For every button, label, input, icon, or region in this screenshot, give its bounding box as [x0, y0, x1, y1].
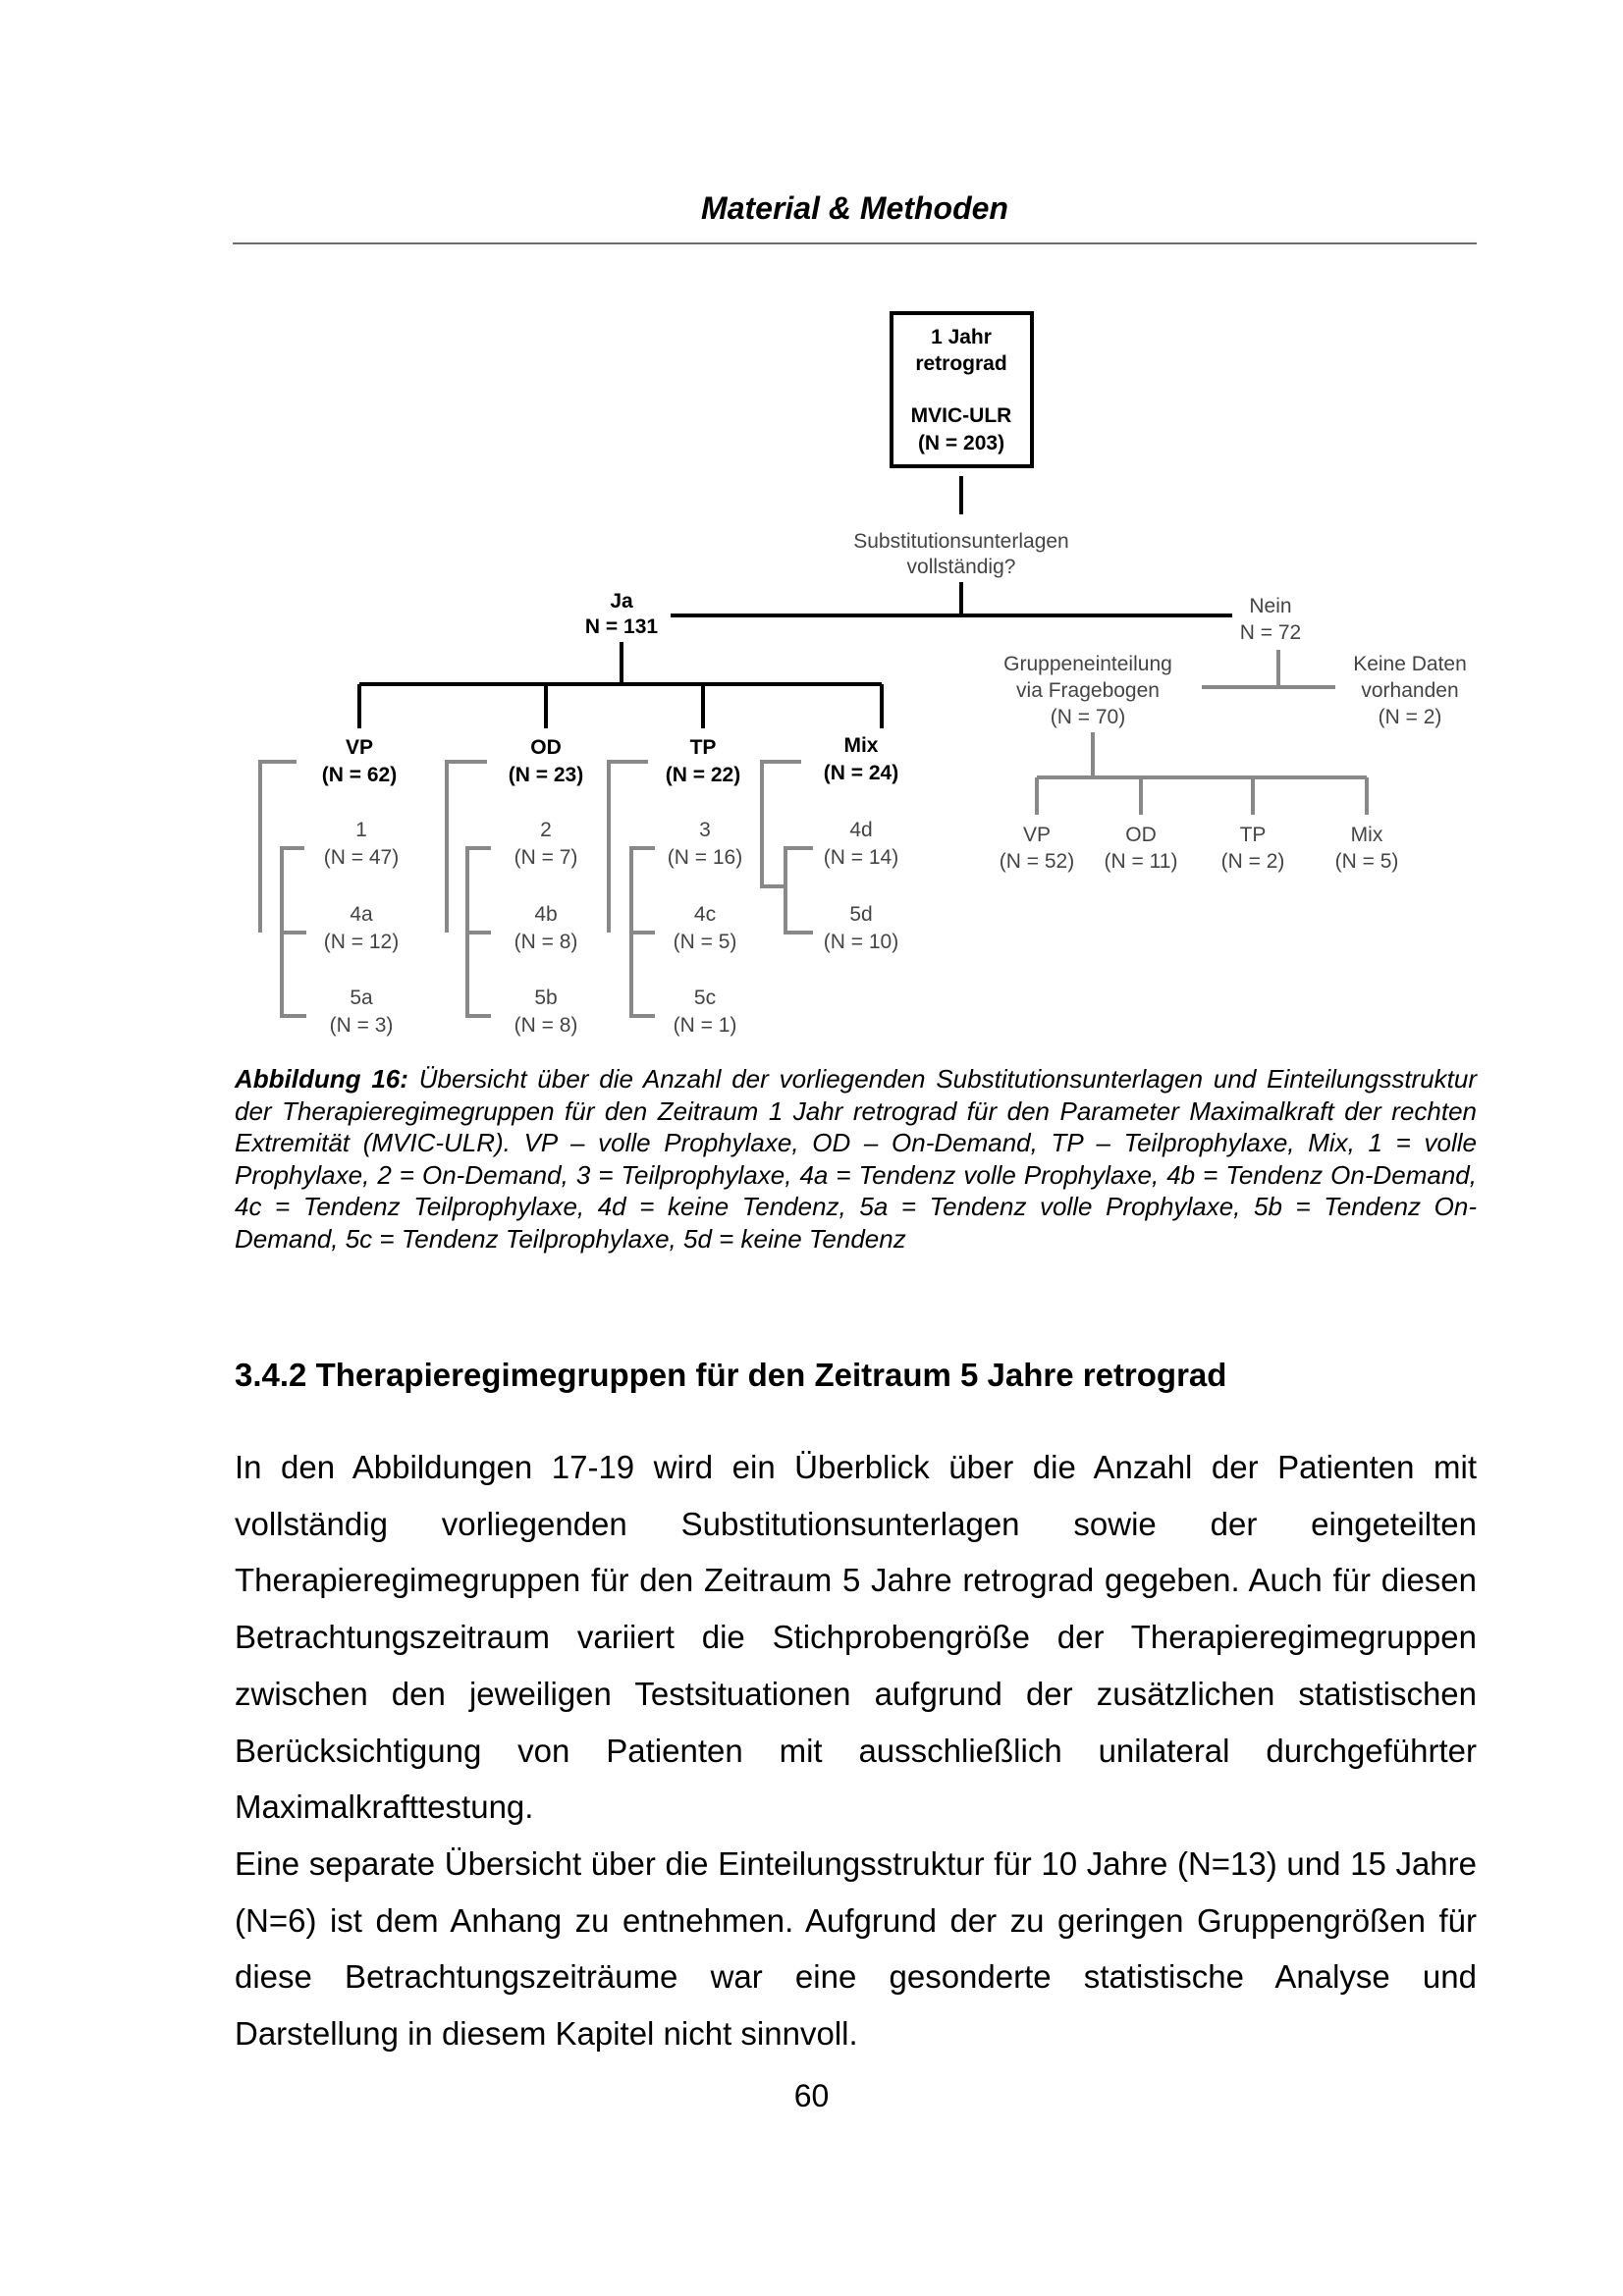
bracket-mix-outer: [762, 762, 801, 886]
root-line3: MVIC-ULR: [910, 404, 1012, 427]
page-header: Material & Methoden: [701, 190, 1008, 226]
paragraph-2: Eine separate Übersicht über die Einteilungsstruktur für 10 Jahre (N=13) und 15 Jahre (N=6) ist dem Anhang zu entnehmen. Aufgrund der zu geringen Gruppengrößen für diese Betrachtungszeiträume war eine gesonderte statistische Analyse und Darstellung in diesem Kapitel nicht sinnvoll.: [235, 1844, 1477, 2053]
frage-mix-name: Mix: [1350, 824, 1383, 846]
vp-sub1-n: (N = 47): [323, 846, 400, 869]
vp-sub2-n: (N = 12): [323, 931, 400, 953]
body-text: [235, 1439, 1477, 2062]
frage-tp-name: TP: [1239, 824, 1267, 846]
caption-label: Abbildung 16:: [235, 1064, 408, 1094]
page-number: 60: [793, 2078, 830, 2113]
keine-daten-line1: Keine Daten: [1353, 653, 1467, 675]
ja-label: Ja: [610, 590, 633, 613]
frage-tp-n: (N = 2): [1220, 850, 1285, 873]
root-line4: (N = 203): [917, 432, 1005, 454]
question-line2: vollständig?: [906, 556, 1016, 578]
nein-n: N = 72: [1239, 621, 1302, 644]
section-heading: 3.4.2 Therapieregimegruppen für den Zeitraum 5 Jahre retrograd: [235, 1357, 1227, 1393]
group-tp-n: (N = 22): [665, 764, 741, 786]
fragebogen-line1: Gruppeneinteilung: [1003, 653, 1172, 675]
tp-sub2-label: 4c: [693, 903, 717, 926]
fragebogen-line3: (N = 70): [1050, 706, 1126, 728]
ja-n: N = 131: [584, 615, 659, 638]
vp-sub3-n: (N = 3): [329, 1014, 394, 1037]
tree-diagram: [0, 0, 1623, 1060]
tp-sub2-n: (N = 5): [673, 931, 737, 953]
figure-caption: [235, 1063, 1477, 1255]
root-line1: 1 Jahr: [931, 326, 992, 348]
paragraph-1: In den Abbildungen 17-19 wird ein Überblick über die Anzahl der Patienten mit vollständig vorliegenden Substitutionsunterlagen sowie der eingeteilten Therapieregimegruppen für den Zeitraum 5 Jahre retrograd gegeben. Auch für diesen Betrachtungszeitraum variiert die Stichprobengröße der Therapieregimegruppen zwischen den jeweiligen Testsituationen aufgrund der zusätzlichen statistischen Berücksichtigung von Patienten mit ausschließlich unilateral durchgeführter Maximalkrafttestung.: [235, 1449, 1477, 1826]
vp-sub3-label: 5a: [350, 987, 373, 1009]
group-od-name: OD: [530, 736, 562, 759]
vp-sub2-label: 4a: [350, 903, 373, 926]
bracket-od-inner: [467, 848, 491, 1016]
tp-sub3-label: 5c: [693, 987, 717, 1009]
fragebogen-line2: via Fragebogen: [1016, 679, 1160, 702]
keine-daten-line2: vorhanden: [1361, 679, 1459, 702]
frage-mix-n: (N = 5): [1334, 850, 1399, 873]
keine-daten-line3: (N = 2): [1378, 706, 1442, 728]
mix-sub1-n: (N = 14): [823, 846, 899, 869]
group-tp-name: TP: [689, 736, 717, 759]
group-vp-n: (N = 62): [321, 764, 398, 786]
group-vp-name: VP: [345, 736, 374, 759]
group-mix-name: Mix: [843, 734, 879, 757]
mix-sub2-label: 5d: [849, 903, 873, 926]
group-mix-n: (N = 24): [823, 762, 899, 784]
od-sub3-n: (N = 8): [514, 1014, 578, 1037]
mix-sub1-label: 4d: [849, 819, 873, 841]
od-sub2-label: 4b: [534, 903, 558, 926]
frage-vp-n: (N = 52): [999, 850, 1075, 873]
bracket-tp-inner: [631, 848, 655, 1016]
od-sub1-n: (N = 7): [514, 846, 578, 869]
frage-vp-name: VP: [1022, 824, 1052, 846]
od-sub2-n: (N = 8): [514, 931, 578, 953]
nein-label: Nein: [1249, 595, 1292, 617]
od-sub3-label: 5b: [534, 987, 558, 1009]
od-sub1-label: 2: [540, 819, 552, 841]
frage-od-n: (N = 11): [1104, 850, 1178, 873]
question-line1: Substitutionsunterlagen: [853, 530, 1069, 553]
bracket-mix-inner: [785, 848, 813, 933]
caption-text: Übersicht über die Anzahl der vorliegenden Substitutionsunterlagen und Einteilungsstruktur der Therapieregimegruppen für den Zeitraum 1 Jahr retrograd für den Parameter Maximalkraft der rechten Extremität (MVIC-ULR). VP – volle Prophylaxe, OD – On-Demand, TP – Teilprophylaxe, Mix, 1 = volle Prophylaxe, 2 = On-Demand, 3 = Teilprophylaxe, 4a = Tendenz volle Prophylaxe, 4b = Tendenz On-Demand, 4c = Tendenz Teilprophylaxe, 4d = keine Tendenz, 5a = Tendenz volle Prophylaxe, 5b = Tendenz On-Demand, 5c = Tendenz Teilprophylaxe, 5d = keine Tendenz: [235, 1064, 1477, 1254]
tp-sub3-n: (N = 1): [673, 1014, 737, 1037]
root-line2: retrograd: [915, 352, 1007, 375]
group-od-n: (N = 23): [508, 764, 584, 786]
bracket-vp-inner: [282, 848, 306, 1016]
frage-od-name: OD: [1125, 824, 1157, 846]
tp-sub1-n: (N = 16): [667, 846, 743, 869]
tp-sub1-label: 3: [699, 819, 711, 841]
mix-sub2-n: (N = 10): [823, 931, 899, 953]
vp-sub1-label: 1: [355, 819, 367, 841]
